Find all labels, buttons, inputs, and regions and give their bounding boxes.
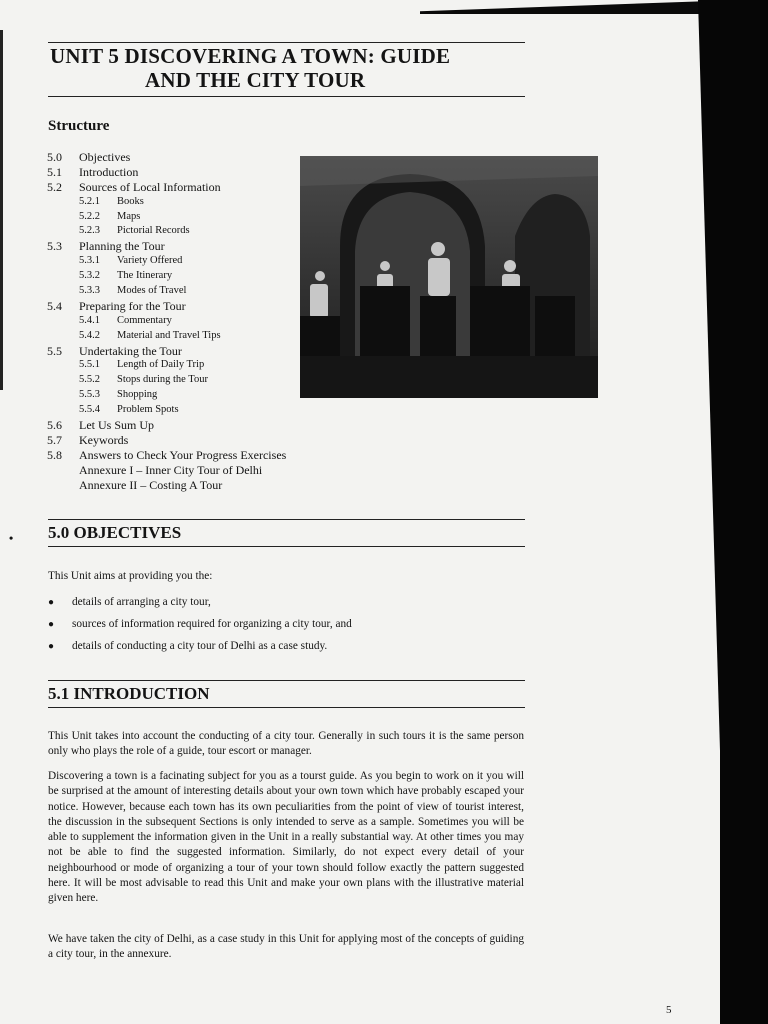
structure-item-label: Modes of Travel xyxy=(117,285,187,297)
structure-item xyxy=(47,329,286,344)
structure-item-label: Stops during the Tour xyxy=(117,374,208,386)
structure-item-number: 5.2.3 xyxy=(79,225,100,237)
structure-item-label: Annexure II – Costing A Tour xyxy=(79,477,223,492)
structure-item-number: 5.3.1 xyxy=(79,255,100,267)
structure-item xyxy=(47,239,286,254)
structure-item-number: 5.2.1 xyxy=(79,195,100,207)
structure-item-label: Objectives xyxy=(79,150,131,164)
structure-item-label: Let Us Sum Up xyxy=(79,418,154,433)
structure-item xyxy=(47,165,286,180)
introduction-heading: 5.1 INTRODUCTION xyxy=(48,684,210,703)
objectives-list xyxy=(48,596,352,662)
structure-heading: Structure xyxy=(48,118,110,134)
structure-item xyxy=(47,195,286,210)
structure-item-label: Material and Travel Tips xyxy=(117,329,221,341)
structure-item xyxy=(47,344,286,359)
objective-bullet xyxy=(48,596,352,618)
title-bottom-rule xyxy=(48,96,525,97)
introduction-top-rule xyxy=(48,680,525,681)
structure-item-label: Books xyxy=(117,195,144,207)
objectives-heading: 5.0 OBJECTIVES xyxy=(48,523,182,542)
objective-bullet xyxy=(48,640,352,662)
structure-item-label: Undertaking the Tour xyxy=(79,343,182,358)
structure-item-number: 5.2.2 xyxy=(79,210,100,222)
scan-edge-right xyxy=(720,0,768,1024)
structure-item xyxy=(47,403,286,418)
objective-bullet-text: sources of information required for organizing a city tour, and xyxy=(72,618,352,630)
objectives-bottom-rule xyxy=(48,546,525,547)
introduction-paragraph-2: Discovering a town is a facinating subject for you as a tourst guide. As you begin to work on it you will be surprised at the amount of interesting details about your own town which have probably escaped your notice. However, because each town has its own peculiarities from the point of view of tourist interest, the discussion in the subsequent Sections is only intended to serve as a sample. Sometimes you will be able to supplement the information given in the Unit in a really substantial way. At other times you may not be able to find the suggested information. Similarly, do not expect every detail of your neighbourhood or mode of organizing a tour of your town should follow exactly the pattern suggested here. It will be most advisable to read this Unit and make your own plans with the illustrative material given here. xyxy=(48,770,524,905)
margin-mark: • xyxy=(9,531,14,545)
structure-item-label: Length of Daily Trip xyxy=(117,359,205,371)
structure-item-label: Shopping xyxy=(117,389,158,401)
introduction-bottom-rule xyxy=(48,707,525,708)
structure-item-label: Keywords xyxy=(79,432,129,447)
structure-item-number: 5.5.1 xyxy=(79,359,100,371)
unit-title-line-2: AND THE CITY TOUR xyxy=(145,68,366,92)
scan-edge-left xyxy=(0,30,3,390)
unit-title-line-1: UNIT 5 DISCOVERING A TOWN: GUIDE xyxy=(50,44,451,68)
structure-item-label: Problem Spots xyxy=(117,404,179,416)
structure-item xyxy=(47,448,286,463)
title-top-rule xyxy=(48,42,525,43)
structure-item-label: Annexure I – Inner City Tour of Delhi xyxy=(79,462,263,477)
objectives-top-rule xyxy=(48,519,525,520)
structure-item-label: Preparing for the Tour xyxy=(79,298,186,313)
structure-item xyxy=(47,314,286,329)
structure-item xyxy=(47,180,286,195)
structure-item-number: 5.4.2 xyxy=(79,329,100,341)
structure-item-label: Commentary xyxy=(117,314,172,326)
structure-item-label: Introduction xyxy=(79,164,139,179)
page-number: 5 xyxy=(666,1004,672,1016)
structure-item xyxy=(47,418,286,433)
structure-item-number: 5.3.2 xyxy=(79,270,100,282)
scan-edge-top xyxy=(420,0,740,14)
structure-item-number: 5.8 xyxy=(47,447,62,462)
structure-item xyxy=(47,463,286,478)
structure-item-number: 5.7 xyxy=(47,432,62,447)
unit-title xyxy=(50,44,530,92)
structure-item xyxy=(47,150,286,165)
structure-item-label: The Itinerary xyxy=(117,270,173,282)
structure-item-number: 5.4 xyxy=(47,298,62,313)
structure-item xyxy=(47,358,286,373)
bullet-dot-icon: ● xyxy=(48,597,55,608)
objectives-intro: This Unit aims at providing you the: xyxy=(48,570,213,582)
structure-item-number: 5.0 xyxy=(47,150,62,164)
bullet-dot-icon: ● xyxy=(48,641,55,652)
structure-item-number: 5.5.4 xyxy=(79,404,100,416)
structure-item xyxy=(47,254,286,269)
structure-item-label: Variety Offered xyxy=(117,255,183,267)
structure-item xyxy=(47,373,286,388)
structure-item xyxy=(47,284,286,299)
structure-item xyxy=(47,269,286,284)
structure-item-label: Planning the Tour xyxy=(79,239,165,254)
structure-item xyxy=(47,388,286,403)
structure-list xyxy=(47,150,286,492)
structure-item xyxy=(47,478,286,493)
structure-item-number: 5.5.3 xyxy=(79,389,100,401)
objective-bullet-text: details of arranging a city tour, xyxy=(72,596,211,608)
structure-item-number: 5.5.2 xyxy=(79,374,100,386)
structure-item-label: Answers to Check Your Progress Exercises xyxy=(79,447,287,462)
structure-item-number: 5.2 xyxy=(47,179,62,194)
bullet-dot-icon: ● xyxy=(48,619,55,630)
structure-item-number: 5.4.1 xyxy=(79,314,100,326)
structure-item-label: Pictorial Records xyxy=(117,225,190,237)
introduction-paragraph-3: We have taken the city of Delhi, as a case study in this Unit for applying most of the concepts of guiding a city tour, in the annexure. xyxy=(48,933,524,961)
structure-item-number: 5.6 xyxy=(47,418,62,433)
introduction-paragraph-1: This Unit takes into account the conducting of a city tour. Generally in such tours it is the same person only who plays the role of a guide, tour escort or manager. xyxy=(48,730,524,758)
objective-bullet-text: details of conducting a city tour of Delhi as a case study. xyxy=(72,640,328,652)
objective-bullet xyxy=(48,618,352,640)
structure-item-number: 5.1 xyxy=(47,164,62,179)
structure-item-label: Maps xyxy=(117,210,141,222)
structure-item xyxy=(47,433,286,448)
structure-item-label: Sources of Local Information xyxy=(79,179,221,194)
structure-item-number: 5.3 xyxy=(47,239,62,254)
city-tour-photo xyxy=(300,156,598,398)
structure-item-number: 5.3.3 xyxy=(79,285,100,297)
structure-item xyxy=(47,224,286,239)
structure-item xyxy=(47,210,286,225)
structure-item xyxy=(47,299,286,314)
structure-item-number: 5.5 xyxy=(47,343,62,358)
